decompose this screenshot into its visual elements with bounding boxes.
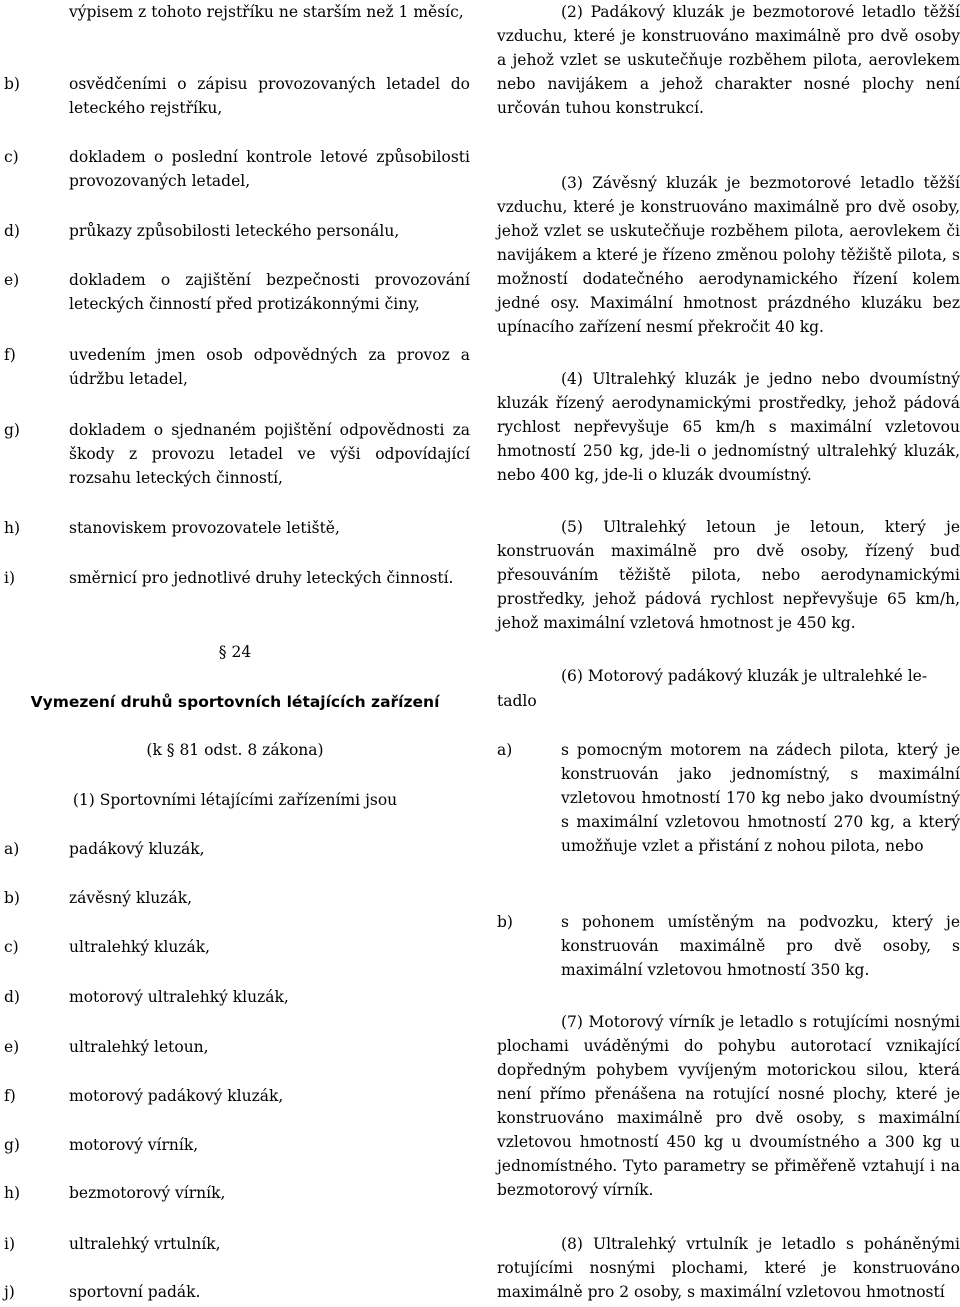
list-item-text: průkazy způsobilosti leteckého personálu, [69,222,400,240]
list-item-label: e) [4,1038,20,1056]
list-item-text: osvědčeními o zápisu provozovaných letadel do leteckého rejstříku, [69,75,470,117]
list-item-label: b) [4,75,20,93]
list-item-label: h) [4,519,21,537]
list-item [0,343,470,391]
list-item-label: d) [4,222,20,240]
list-item [0,1035,470,1059]
list-item-text: s pomocným motorem na zádech pilota, který je konstruován jako jednomístný, s maximální vzletovou hmotností 170 kg nebo jako dvoumístný s maximální vzletovou hmotností 270 kg, a který umožňuje vzlet a přistání z nohou pilota, nebo [561,741,960,855]
list-item [0,219,470,243]
list-item-label: h) [4,1184,21,1202]
list-item-text: dokladem o poslední kontrole letové způsobilosti provozovaných letadel, [69,148,470,190]
list-item-text: ultralehký vrtulník, [69,1235,221,1253]
list-item [0,418,470,490]
paragraph-6-continuation: tadlo [497,692,537,710]
paragraph-7: (7) Motorový vírník je letadlo s rotujícími nosnými plochami uváděnými do pohybu autorotací vznikající dopředným pohybem vyvíjeným motorickou silou, která není přímo přenášena na rotující nosné plochy, které je konstruováno maximálně pro dvě osoby, s maximální vzletovou hmotností 450 kg u dvoumístného a 300 kg u jednomístného. Tyto parametry se přiměřeně vztahují i na bezmotorový vírník. [497,1013,960,1199]
list-item-text: sportovní padák. [69,1283,201,1301]
list-item [0,566,470,590]
list-item [0,1181,470,1205]
list-item-text: padákový kluzák, [69,840,205,858]
list-item-text: motorový vírník, [69,1136,199,1154]
section-reference: (k § 81 odst. 8 zákona) [146,741,324,759]
list-item-label: f) [4,1087,16,1105]
list-item-text: směrnicí pro jednotlivé druhy leteckých činností. [69,569,454,587]
list-item-text: ultralehký kluzák, [69,938,211,956]
list-item [0,516,470,540]
list-item-label: d) [4,988,20,1006]
list-item-text: dokladem o sjednaném pojištění odpovědnosti za škody z provozu letadel ve výši odpovídající rozsahu leteckých činností, [69,421,470,487]
list-item [0,0,470,24]
list-item-text: s pohonem umístěným na podvozku, který je konstruován maximálně pro dvě osoby, s maximální vzletovou hmotností 350 kg. [561,913,960,979]
paragraph-5: (5) Ultralehký letoun je letoun, který je konstruován maximálně pro dvě osoby, řízený buď přesouváním těžiště pilota, nebo aerodynamickými prostředky, jehož pádová rychlost nepřevyšuje 65 km/h, jehož maximální vzletová hmotnost je 450 kg. [497,518,960,632]
list-item-label: i) [4,1235,16,1253]
list-item-label: i) [4,569,16,587]
section-number: § 24 [218,643,252,661]
list-item-text: stanoviskem provozovatele letiště, [69,519,340,537]
list-item-label: e) [4,271,20,289]
paragraph-8: (8) Ultralehký vrtulník je letadlo s poháněnými rotujícími nosnými plochami, které je konstruováno maximálně pro 2 osoby, s maximální vzletovou hmotností [497,1235,960,1301]
paragraph-2: (2) Padákový kluzák je bezmotorové letadlo těžší vzduchu, které je konstruováno maximálně pro dvě osoby a jehož vzlet se uskutečňuje rozběhem pilota, aerovlekem nebo navijákem a jehož charakter nosné plochy není určován tuhou konstrukcí. [497,3,960,117]
list-item [0,985,470,1009]
list-item [497,738,960,858]
list-item-text: dokladem o zajištění bezpečnosti provozování leteckých činností před protizákonnými činy, [69,271,470,313]
list-item [0,886,470,910]
list-item [0,837,470,861]
list-item-text: výpisem z tohoto rejstříku ne starším než 1 měsíc, [69,3,464,21]
list-item [0,145,470,193]
list-item [0,1280,470,1304]
paragraph-4: (4) Ultralehký kluzák je jedno nebo dvoumístný kluzák řízený aerodynamickými prostředky, jehož pádová rychlost nepřevyšuje 65 km/h s maximální vzletovou hmotností 250 kg, jde-li o jednomístný ultralehký kluzák, nebo 400 kg, jde-li o kluzák dvoumístný. [497,370,960,484]
list-item-label: g) [4,1136,20,1154]
list-item-label: c) [4,148,19,166]
list-item [0,935,470,959]
list-item [0,1084,470,1108]
list-item [0,1232,470,1256]
list-item-label: a) [4,840,20,858]
list-item-label: b) [4,889,20,907]
list-item-text: uvedením jmen osob odpovědných za provoz a údržbu letadel, [69,346,470,388]
list-item-label: j) [4,1283,15,1301]
section-title: Vymezení druhů sportovních létajících zařízení [30,693,440,711]
list-item-label: f) [4,346,16,364]
list-item [0,1133,470,1157]
list-item [0,268,470,316]
list-item-text: ultralehký letoun, [69,1038,209,1056]
paragraph-3: (3) Závěsný kluzák je bezmotorové letadlo těžší vzduchu, které je konstruováno maximálně pro dvě osoby, jehož vzlet se uskutečňuje rozběhem pilota, aerovlekem či navijákem a které je řízeno změnou polohy těžiště pilota, s možností dodatečného aerodynamického řízení kolem jedné osy. Maximální hmotnost prázdného kluzáku bez upínacího zařízení nesmí překročit 40 kg. [497,174,960,336]
list-item-text: bezmotorový vírník, [69,1184,226,1202]
list-item-label: b) [497,913,513,931]
list-item-label: c) [4,938,19,956]
list-item [0,72,470,120]
list-item-text: závěsný kluzák, [69,889,193,907]
list-item [497,910,960,982]
list-item-label: a) [497,741,513,759]
list-item-label: g) [4,421,20,439]
list-item-text: motorový ultralehký kluzák, [69,988,289,1006]
intro-paragraph: (1) Sportovními létajícími zařízeními jsou [72,791,398,809]
paragraph-6: (6) Motorový padákový kluzák je ultralehké le- [561,667,928,685]
list-item-text: motorový padákový kluzák, [69,1087,284,1105]
